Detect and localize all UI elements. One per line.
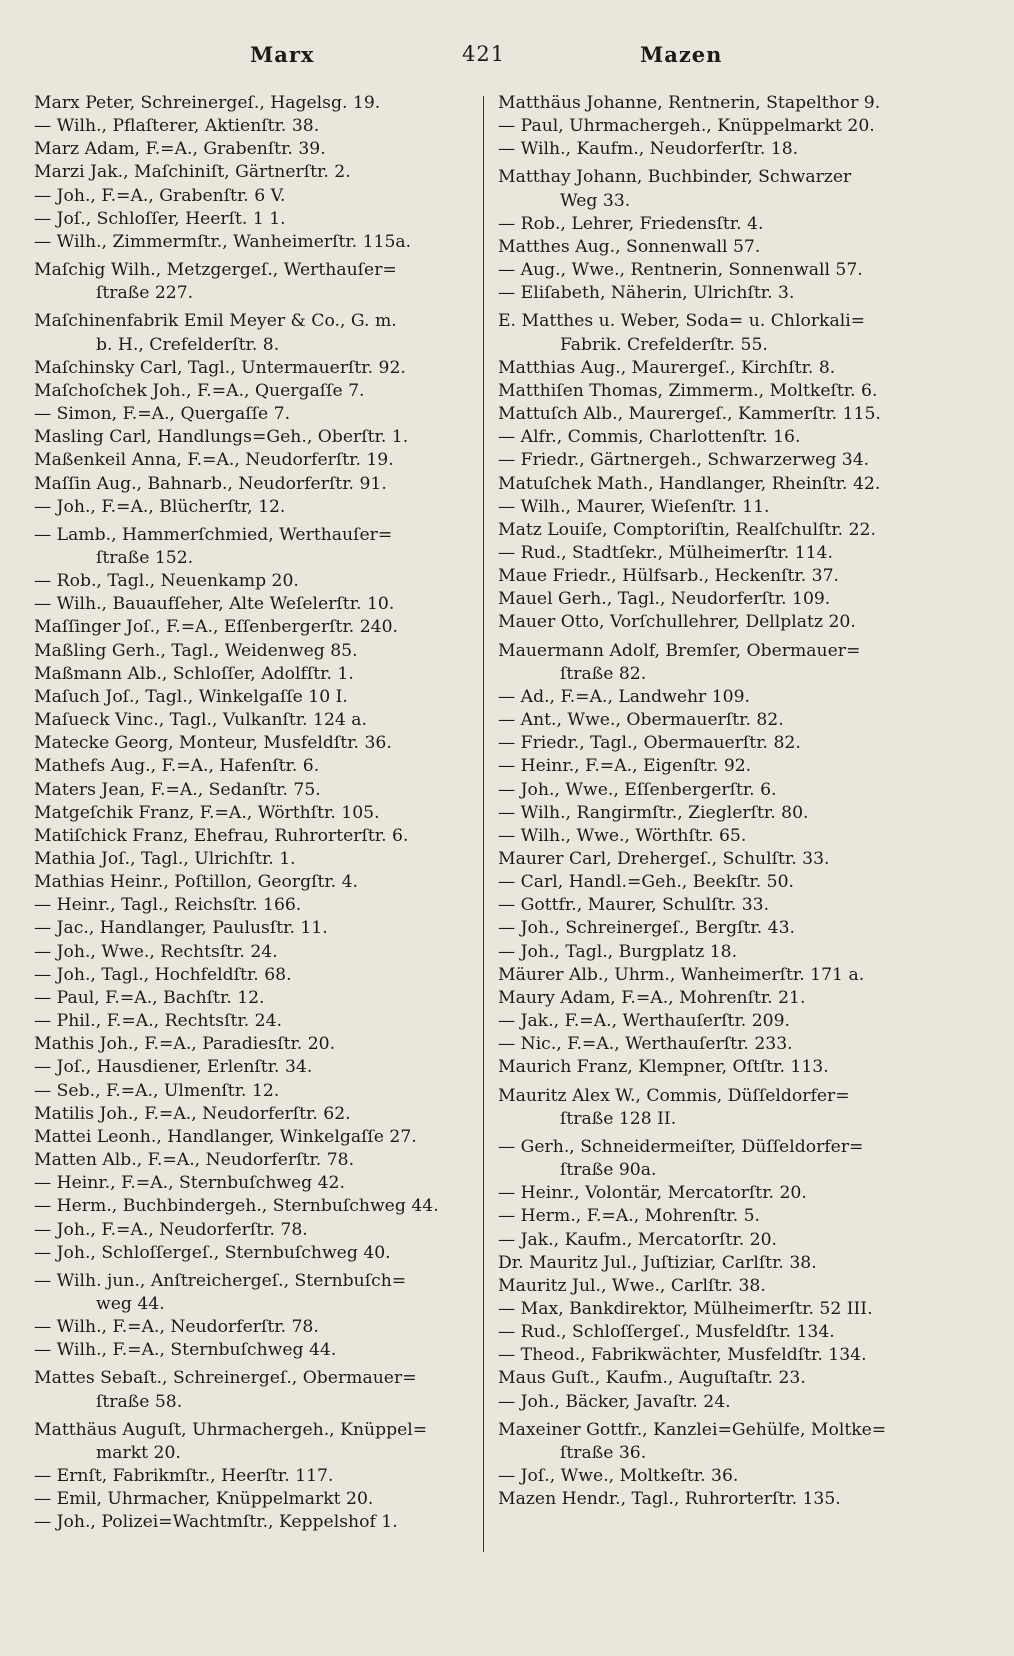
directory-entry — [498, 310, 968, 356]
directory-entry — [498, 779, 968, 802]
directory-entry — [34, 1339, 496, 1362]
entry-line: Matten Alb., F.=A., Neudorferſtr. 78. — [34, 1150, 355, 1171]
entry-line: — Wilh., Wwe., Wörthſtr. 65. — [498, 825, 747, 846]
entry-continuation: Weg 33. — [560, 190, 631, 211]
entry-line: Mazen Hendr., Tagl., Ruhrorterſtr. 135. — [498, 1489, 841, 1510]
entry-line: — Seb., F.=A., Ulmenſtr. 12. — [34, 1080, 280, 1101]
entry-line: — Herm., Buchbindergeh., Sternbuſchweg 44. — [34, 1196, 439, 1217]
entry-line: — Nic., F.=A., Werthauſerſtr. 233. — [498, 1034, 793, 1055]
directory-entry — [34, 663, 496, 686]
entry-continuation: ſtraße 227. — [96, 283, 194, 304]
directory-entry — [498, 403, 968, 426]
entry-line: — Wilh., Kaufm., Neudorferſtr. 18. — [498, 139, 799, 160]
directory-entry — [34, 403, 496, 426]
directory-entry — [498, 115, 968, 138]
entry-line: — Ant., Wwe., Obermauerſtr. 82. — [498, 710, 784, 731]
page-number: 421 — [462, 42, 506, 66]
entry-line: — Wilh., Maurer, Wieſenſtr. 11. — [498, 496, 770, 517]
entry-line: Maurer Carl, Drehergeſ., Schulſtr. 33. — [498, 849, 830, 869]
directory-entry — [498, 894, 968, 917]
directory-entry — [34, 138, 496, 161]
entry-line: Mauer Otto, Vorſchullehrer, Dellplatz 20. — [498, 612, 856, 633]
directory-entry — [34, 449, 496, 472]
entry-continuation: ſtraße 82. — [560, 663, 647, 684]
entry-line: — Joſ., Schloſſer, Heerſt. 1 1. — [34, 208, 286, 229]
entry-line: Matthiſen Thomas, Zimmerm., Moltkeſtr. 6. — [498, 380, 878, 401]
entry-line: — Joh., F.=A., Neudorferſtr. 78. — [34, 1219, 308, 1240]
left-column — [34, 92, 496, 1535]
directory-entry — [498, 1298, 968, 1321]
entry-line: Matiſchick Franz, Ehefrau, Ruhrorterſtr. 6. — [34, 825, 409, 846]
entry-line: Maury Adam, F.=A., Mohrenſtr. 21. — [498, 987, 806, 1008]
directory-entry — [34, 380, 496, 403]
entry-line: Maſueck Vinc., Tagl., Vulkanſtr. 124 a. — [34, 710, 368, 731]
directory-entry — [498, 640, 968, 686]
entry-line: — Emil, Uhrmacher, Knüppelmarkt 20. — [34, 1489, 374, 1510]
entry-line: Maſſinger Joſ., F.=A., Eſſenbergerſtr. 240. — [34, 617, 398, 638]
entry-continuation: b. H., Crefelderſtr. 8. — [96, 334, 280, 355]
directory-entry — [498, 380, 968, 403]
directory-entry — [34, 779, 496, 802]
entry-line: — Lamb., Hammerſchmied, Werthauſer= — [34, 524, 393, 545]
entry-line: — Carl, Handl.=Geh., Beekſtr. 50. — [498, 872, 794, 893]
directory-entry — [498, 1344, 968, 1367]
directory-entry — [34, 1419, 496, 1465]
entry-line: Dr. Mauritz Jul., Juſtiziar, Carlſtr. 38. — [498, 1252, 817, 1273]
entry-line: Maßenkeil Anna, F.=A., Neudorferſtr. 19. — [34, 450, 394, 471]
directory-entry — [34, 1316, 496, 1339]
directory-entry — [498, 1367, 968, 1390]
entry-line: — Wilh., Pflaſterer, Aktienſtr. 38. — [34, 116, 320, 137]
entry-line: Mattei Leonh., Handlanger, Winkelgaſſe 27. — [34, 1126, 417, 1147]
page-header — [0, 42, 1014, 76]
directory-entry — [498, 1252, 968, 1275]
directory-entry — [34, 115, 496, 138]
directory-entry — [498, 611, 968, 634]
directory-entry — [498, 259, 968, 282]
entry-line: — Wilh., Bauaufſeher, Alte Weſelerſtr. 10. — [34, 594, 395, 615]
directory-entry — [34, 357, 496, 380]
column-divider — [483, 96, 484, 1552]
directory-entry — [34, 848, 496, 871]
entry-line: — Max, Bankdirektor, Mülheimerſtr. 52 III. — [498, 1298, 873, 1319]
entry-line: — Heinr., F.=A., Sternbuſchweg 42. — [34, 1173, 345, 1194]
entry-line: Matz Louiſe, Comptoriſtin, Realſchulſtr. 22. — [498, 519, 876, 540]
directory-entry — [498, 1056, 968, 1079]
entry-line: Mauermann Adolf, Bremſer, Obermauer= — [498, 640, 861, 661]
entry-line: — Friedr., Tagl., Obermauerſtr. 82. — [498, 733, 801, 754]
entry-line: — Theod., Fabrikwächter, Musfeldſtr. 134. — [498, 1345, 867, 1366]
entry-line: — Heinr., Volontär, Mercatorſtr. 20. — [498, 1183, 807, 1204]
directory-entry — [498, 755, 968, 778]
entry-line: Maſchig Wilh., Metzgergeſ., Werthauſer= — [34, 260, 397, 281]
directory-entry — [34, 871, 496, 894]
directory-entry — [34, 1080, 496, 1103]
directory-entry — [34, 894, 496, 917]
entry-line: — Jac., Handlanger, Paulusſtr. 11. — [34, 918, 328, 939]
entry-line: — Joh., Wwe., Eſſenbergerſtr. 6. — [498, 779, 777, 800]
entry-line: — Jak., F.=A., Werthauſerſtr. 209. — [498, 1011, 790, 1032]
directory-entry — [34, 1270, 496, 1316]
directory-entry — [498, 941, 968, 964]
directory-entry — [34, 593, 496, 616]
directory-entry — [34, 732, 496, 755]
entry-continuation: ſtraße 58. — [96, 1391, 183, 1412]
entry-line: — Rob., Tagl., Neuenkamp 20. — [34, 571, 299, 592]
directory-entry — [498, 1010, 968, 1033]
entry-line: E. Matthes u. Weber, Soda= u. Chlorkali= — [498, 311, 866, 332]
directory-entry — [498, 825, 968, 848]
entry-line: — Herm., F.=A., Mohrenſtr. 5. — [498, 1206, 761, 1227]
directory-entry — [498, 686, 968, 709]
entry-line: — Joh., Wwe., Rechtsſtr. 24. — [34, 941, 278, 962]
directory-entry — [34, 1103, 496, 1126]
directory-entry — [34, 1172, 496, 1195]
directory-entry — [498, 357, 968, 380]
directory-entry — [498, 848, 968, 871]
directory-entry — [498, 588, 968, 611]
directory-entry — [498, 542, 968, 565]
directory-entry — [34, 259, 496, 305]
directory-entry — [34, 686, 496, 709]
directory-entry — [34, 1126, 496, 1149]
entry-line: Maſchoſchek Joh., F.=A., Quergaſſe 7. — [34, 380, 365, 401]
directory-entry — [34, 1195, 496, 1218]
entry-line: — Joh., Schreinergeſ., Bergſtr. 43. — [498, 918, 795, 939]
entry-line: Mathis Joh., F.=A., Paradiesſtr. 20. — [34, 1034, 336, 1055]
entry-line: — Joh., Schloſſergeſ., Sternbuſchweg 40. — [34, 1242, 391, 1263]
directory-entry — [34, 616, 496, 639]
entry-line: — Wilh. jun., Anſtreichergeſ., Sternbuſch= — [34, 1270, 407, 1291]
entry-line: Maßmann Alb., Schloſſer, Adolfſtr. 1. — [34, 663, 354, 684]
entry-line: Matthäus Johanne, Rentnerin, Stapelthor 9. — [498, 93, 881, 113]
entry-line: Matilis Joh., F.=A., Neudorferſtr. 62. — [34, 1103, 351, 1124]
directory-entry — [498, 236, 968, 259]
directory-entry — [34, 1465, 496, 1488]
directory-entry — [34, 987, 496, 1010]
directory-entry — [34, 208, 496, 231]
directory-entry — [498, 1488, 968, 1511]
entry-line: — Paul, F.=A., Bachſtr. 12. — [34, 987, 265, 1008]
entry-continuation: ſtraße 128 II. — [560, 1108, 677, 1129]
directory-entry — [498, 1136, 968, 1182]
directory-entry — [498, 1391, 968, 1414]
entry-line: — Wilh., Rangirmſtr., Zieglerſtr. 80. — [498, 802, 809, 823]
entry-line: Mathia Joſ., Tagl., Ulrichſtr. 1. — [34, 849, 296, 869]
entry-line: — Joh., Tagl., Burgplatz 18. — [498, 941, 738, 962]
entry-continuation: ſtraße 152. — [96, 547, 194, 568]
entry-line: — Joh., F.=A., Grabenſtr. 6 V. — [34, 185, 286, 206]
directory-entry — [498, 987, 968, 1010]
directory-entry — [498, 138, 968, 161]
entry-line: — Jak., Kaufm., Mercatorſtr. 20. — [498, 1229, 777, 1250]
entry-line: — Joſ., Wwe., Moltkeſtr. 36. — [498, 1466, 739, 1487]
directory-entry — [34, 1056, 496, 1079]
entry-line: — Simon, F.=A., Quergaſſe 7. — [34, 404, 291, 425]
directory-entry — [34, 755, 496, 778]
directory-entry — [34, 185, 496, 208]
directory-entry — [34, 1367, 496, 1413]
entry-line: — Eliſabeth, Näherin, Ulrichſtr. 3. — [498, 283, 795, 304]
directory-entry — [498, 1321, 968, 1344]
directory-entry — [34, 524, 496, 570]
entry-line: — Heinr., Tagl., Reichsſtr. 166. — [34, 895, 302, 916]
entry-line: — Wilh., Zimmermſtr., Wanheimerſtr. 115a. — [34, 231, 412, 252]
entry-line: Maus Guſt., Kaufm., Auguſtaſtr. 23. — [498, 1368, 806, 1389]
directory-entry — [34, 473, 496, 496]
directory-entry — [498, 565, 968, 588]
directory-entry — [34, 917, 496, 940]
entry-line: Maxeiner Gottfr., Kanzlei=Gehülfe, Moltke= — [498, 1419, 887, 1440]
entry-line: — Rob., Lehrer, Friedensſtr. 4. — [498, 213, 764, 234]
directory-entry — [498, 1229, 968, 1252]
entry-line: Marz Adam, F.=A., Grabenſtr. 39. — [34, 139, 326, 160]
directory-entry — [34, 1242, 496, 1265]
directory-entry — [34, 1010, 496, 1033]
directory-entry — [498, 92, 968, 115]
directory-entry — [498, 519, 968, 542]
directory-entry — [34, 1219, 496, 1242]
entry-line: Maſchinsky Carl, Tagl., Untermauerſtr. 92. — [34, 357, 406, 378]
header-left-word: Marx — [250, 42, 315, 67]
entry-continuation: ſtraße 36. — [560, 1442, 647, 1463]
entry-line: Maſchinenfabrik Emil Meyer & Co., G. m. — [34, 311, 397, 332]
directory-entry — [34, 802, 496, 825]
entry-line: Mauritz Alex W., Commis, Düſſeldorfer= — [498, 1085, 850, 1106]
directory-entry — [34, 496, 496, 519]
directory-entry — [498, 1275, 968, 1298]
entry-line: — Friedr., Gärtnergeh., Schwarzerweg 34. — [498, 450, 870, 471]
entry-line: Matuſchek Math., Handlanger, Rheinſtr. 42. — [498, 473, 881, 494]
directory-entry — [34, 1033, 496, 1056]
directory-entry — [498, 1419, 968, 1465]
entry-line: Mathefs Aug., F.=A., Hafenſtr. 6. — [34, 756, 320, 777]
directory-entry — [498, 282, 968, 305]
entry-line: — Joſ., Hausdiener, Erlenſtr. 34. — [34, 1057, 313, 1078]
directory-entry — [498, 213, 968, 236]
entry-continuation: markt 20. — [96, 1442, 181, 1463]
directory-entry — [34, 964, 496, 987]
directory-entry — [498, 871, 968, 894]
directory-entry — [498, 473, 968, 496]
directory-entry — [498, 166, 968, 212]
directory-entry — [34, 1149, 496, 1172]
entry-line: — Gottfr., Maurer, Schulſtr. 33. — [498, 895, 770, 916]
entry-line: Maſuch Joſ., Tagl., Winkelgaſſe 10 I. — [34, 686, 348, 707]
entry-line: Matthes Aug., Sonnenwall 57. — [498, 236, 761, 257]
entry-continuation: ſtraße 90a. — [560, 1160, 657, 1181]
directory-entry — [34, 1488, 496, 1511]
directory-entry — [34, 1511, 496, 1534]
entry-line: — Rud., Schloſſergeſ., Musfeldſtr. 134. — [498, 1322, 835, 1343]
directory-entry — [498, 709, 968, 732]
entry-line: Maurich Franz, Klempner, Oſtſtr. 113. — [498, 1057, 829, 1078]
directory-entry — [498, 917, 968, 940]
header-right-word: Mazen — [640, 42, 723, 67]
entry-line: — Paul, Uhrmachergeh., Knüppelmarkt 20. — [498, 116, 875, 137]
entry-line: Matthäus Auguſt, Uhrmachergeh., Knüppel= — [34, 1419, 428, 1440]
directory-entry — [498, 1465, 968, 1488]
entry-line: — Joh., Bäcker, Javaſtr. 24. — [498, 1391, 731, 1412]
entry-line: — Alfr., Commis, Charlottenſtr. 16. — [498, 427, 801, 448]
directory-entry — [498, 496, 968, 519]
entry-line: — Ad., F.=A., Landwehr 109. — [498, 686, 751, 707]
entry-line: — Wilh., F.=A., Neudorferſtr. 78. — [34, 1317, 319, 1338]
directory-entry — [34, 570, 496, 593]
entry-line: — Ernſt, Fabrikmſtr., Heerſtr. 117. — [34, 1466, 334, 1487]
entry-line: — Joh., F.=A., Blücherſtr, 12. — [34, 496, 286, 517]
directory-entry — [34, 426, 496, 449]
entry-line: Mattuſch Alb., Maurergeſ., Kammerſtr. 115. — [498, 404, 881, 425]
entry-line: — Aug., Wwe., Rentnerin, Sonnenwall 57. — [498, 260, 863, 281]
entry-line: Maßling Gerh., Tagl., Weidenweg 85. — [34, 640, 358, 661]
entry-continuation: weg 44. — [96, 1293, 165, 1314]
directory-entry — [34, 825, 496, 848]
directory-entry — [34, 310, 496, 356]
entry-line: Matgeſchik Franz, F.=A., Wörthſtr. 105. — [34, 802, 380, 823]
directory-entry — [498, 1033, 968, 1056]
entry-line: Mattes Sebaſt., Schreinergeſ., Obermauer= — [34, 1368, 417, 1389]
entry-line: Masling Carl, Handlungs=Geh., Oberſtr. 1. — [34, 427, 409, 448]
directory-entry — [34, 161, 496, 184]
entry-line: Maue Friedr., Hülfsarb., Heckenſtr. 37. — [498, 566, 839, 587]
entry-line: — Joh., Polizei=Wachtmſtr., Keppelshof 1. — [34, 1512, 398, 1533]
directory-entry — [34, 640, 496, 663]
directory-entry — [34, 231, 496, 254]
entry-line: — Heinr., F.=A., Eigenſtr. 92. — [498, 756, 752, 777]
entry-line: Matecke Georg, Monteur, Musfeldſtr. 36. — [34, 733, 392, 754]
entry-line: Matthay Johann, Buchbinder, Schwarzer — [498, 167, 852, 188]
entry-line: — Gerh., Schneidermeiſter, Düſſeldorfer= — [498, 1136, 864, 1157]
entry-line: Mauel Gerh., Tagl., Neudorferſtr. 109. — [498, 589, 831, 610]
entry-line: Marx Peter, Schreinergeſ., Hagelsg. 19. — [34, 93, 381, 113]
directory-entry — [498, 964, 968, 987]
entry-line: — Rud., Stadtſekr., Mülheimerſtr. 114. — [498, 542, 833, 563]
entry-line: Maters Jean, F.=A., Sedanſtr. 75. — [34, 779, 321, 800]
entry-continuation: Fabrik. Crefelderſtr. 55. — [560, 334, 768, 355]
directory-entry — [498, 802, 968, 825]
directory-entry — [498, 426, 968, 449]
entry-line: — Wilh., F.=A., Sternbuſchweg 44. — [34, 1340, 337, 1361]
entry-line: Mauritz Jul., Wwe., Carlſtr. 38. — [498, 1275, 766, 1296]
directory-entry — [34, 709, 496, 732]
directory-entry — [498, 449, 968, 472]
entry-line: Marzi Jak., Maſchiniſt, Gärtnerſtr. 2. — [34, 162, 351, 183]
entry-line: — Joh., Tagl., Hochfeldſtr. 68. — [34, 964, 292, 985]
entry-line: Matthias Aug., Maurergeſ., Kirchſtr. 8. — [498, 357, 836, 378]
entry-line: Mäurer Alb., Uhrm., Wanheimerſtr. 171 a. — [498, 964, 865, 985]
directory-entry — [34, 941, 496, 964]
directory-entry — [34, 92, 496, 115]
entry-line: Maſſin Aug., Bahnarb., Neudorferſtr. 91. — [34, 473, 387, 494]
entry-line: Mathias Heinr., Poſtillon, Georgſtr. 4. — [34, 872, 358, 893]
directory-entry — [498, 1085, 968, 1131]
entry-line: — Phil., F.=A., Rechtsſtr. 24. — [34, 1011, 282, 1032]
right-column — [498, 92, 968, 1511]
directory-entry — [498, 732, 968, 755]
directory-entry — [498, 1182, 968, 1205]
directory-entry — [498, 1205, 968, 1228]
